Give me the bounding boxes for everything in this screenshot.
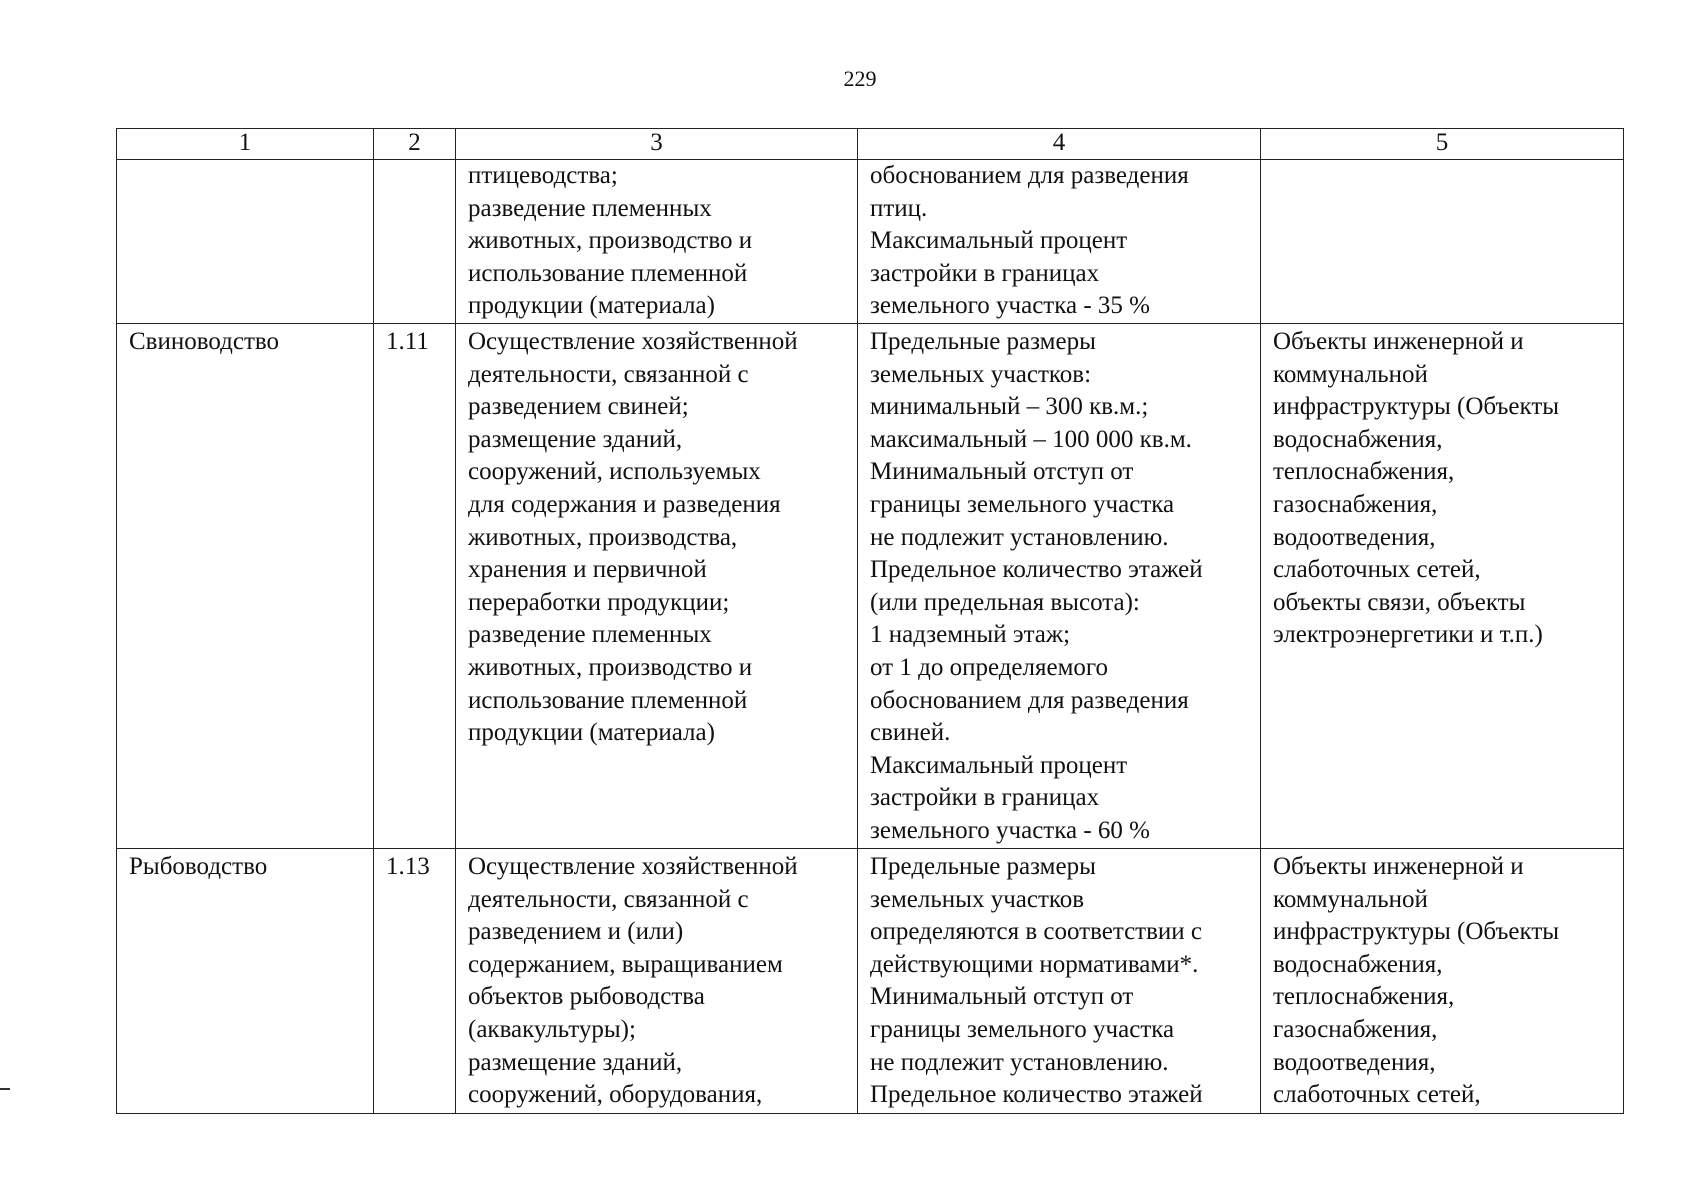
objects-line: теплоснабжения, xyxy=(1273,983,1455,1011)
parameters-line: 1 надземный этаж; xyxy=(870,621,1071,649)
parameters-line: Предельные размеры xyxy=(870,327,1096,355)
description-line: переработки продукции; xyxy=(468,588,730,616)
column-header: 3 xyxy=(456,129,858,160)
description-line: продукции (материала) xyxy=(468,292,715,320)
table-row xyxy=(117,848,1624,1113)
description-cell xyxy=(456,323,858,848)
parameters-line: от 1 до определяемого xyxy=(870,653,1109,681)
description-line: Осуществление хозяйственной xyxy=(468,852,798,880)
description-line: Осуществление хозяйственной xyxy=(468,327,798,355)
parameters-line: границы земельного участка xyxy=(870,490,1175,518)
objects-line: водоснабжения, xyxy=(1273,950,1443,978)
parameters-line: минимальный – 300 кв.м.; xyxy=(870,393,1149,421)
description-line: объектов рыбоводства xyxy=(468,983,705,1011)
description-line: животных, производство и xyxy=(468,227,753,255)
use-code-cell: 1.11 xyxy=(374,323,456,848)
description-line: размещение зданий, xyxy=(468,425,683,453)
parameters-line: определяются в соответствии с xyxy=(870,918,1203,946)
description-line: сооружений, оборудования, xyxy=(468,1081,763,1109)
use-name-cell: Рыбоводство xyxy=(117,848,374,1113)
parameters-line: свиней. xyxy=(870,719,951,747)
column-header: 2 xyxy=(374,129,456,160)
column-header: 5 xyxy=(1261,129,1624,160)
table-header-row xyxy=(117,129,1624,160)
objects-cell xyxy=(1261,323,1624,848)
objects-line: инфраструктуры (Объекты xyxy=(1273,918,1560,946)
objects-line: Объекты инженерной и xyxy=(1273,327,1524,355)
parameters-line: земельных участков: xyxy=(870,360,1092,388)
objects-line: коммунальной xyxy=(1273,360,1428,388)
parameters-line: обоснованием для разведения xyxy=(870,162,1189,189)
use-code-cell: 1.13 xyxy=(374,848,456,1113)
description-line: для содержания и разведения xyxy=(468,490,781,518)
description-cell xyxy=(456,160,858,324)
parameters-line: Предельное количество этажей xyxy=(870,556,1203,584)
table-row xyxy=(117,160,1624,324)
parameters-line: Минимальный отступ от xyxy=(870,458,1134,486)
objects-line: коммунальной xyxy=(1273,885,1428,913)
objects-line: инфраструктуры (Объекты xyxy=(1273,393,1560,421)
parameters-line: Минимальный отступ от xyxy=(870,983,1134,1011)
parameters-cell xyxy=(858,848,1261,1113)
objects-cell xyxy=(1261,848,1624,1113)
description-line: разведение племенных xyxy=(468,621,712,649)
description-line: хранения и первичной xyxy=(468,556,707,584)
objects-line: газоснабжения, xyxy=(1273,490,1438,518)
parameters-line: птиц. xyxy=(870,194,928,222)
column-header: 4 xyxy=(858,129,1261,160)
description-line: птицеводства; xyxy=(468,162,618,189)
parameters-line: Максимальный процент xyxy=(870,227,1128,255)
parameters-line: (или предельная высота): xyxy=(870,588,1140,616)
use-name-cell: Свиноводство xyxy=(117,323,374,848)
objects-line: слаботочных сетей, xyxy=(1273,556,1481,584)
parameters-line: максимальный – 100 000 кв.м. xyxy=(870,425,1192,453)
table-row xyxy=(117,323,1624,848)
margin-mark xyxy=(0,1088,10,1090)
description-line: животных, производства, xyxy=(468,523,738,551)
objects-cell xyxy=(1261,160,1624,324)
parameters-line: Максимальный процент xyxy=(870,751,1128,779)
objects-line: газоснабжения, xyxy=(1273,1015,1438,1043)
parameters-line: не подлежит установлению. xyxy=(870,523,1169,551)
description-line: животных, производство и xyxy=(468,653,753,681)
parameters-line: застройки в границах xyxy=(870,784,1100,812)
column-header: 1 xyxy=(117,129,374,160)
objects-line: теплоснабжения, xyxy=(1273,458,1455,486)
use-code-cell xyxy=(374,160,456,324)
parameters-line: границы земельного участка xyxy=(870,1015,1175,1043)
parameters-line: обоснованием для разведения xyxy=(870,686,1189,714)
description-line: (аквакультуры); xyxy=(468,1015,636,1043)
description-line: разведение племенных xyxy=(468,194,712,222)
objects-line: электроэнергетики и т.п.) xyxy=(1273,621,1543,649)
description-line: содержанием, выращиванием xyxy=(468,950,783,978)
description-line: деятельности, связанной с xyxy=(468,885,749,913)
parameters-line: земельных участков xyxy=(870,885,1085,913)
objects-line: водоотведения, xyxy=(1273,523,1436,551)
description-line: размещение зданий, xyxy=(468,1048,683,1076)
objects-line: слаботочных сетей, xyxy=(1273,1081,1481,1109)
description-line: продукции (материала) xyxy=(468,719,715,747)
description-line: разведением и (или) xyxy=(468,918,684,946)
objects-line: объекты связи, объекты xyxy=(1273,588,1526,616)
objects-line: водоотведения, xyxy=(1273,1048,1436,1076)
description-line: использование племенной xyxy=(468,259,748,287)
parameters-line: не подлежит установлению. xyxy=(870,1048,1169,1076)
parameters-line: Предельное количество этажей xyxy=(870,1081,1203,1109)
parameters-line: действующими нормативами*. xyxy=(870,950,1199,978)
description-cell xyxy=(456,848,858,1113)
parameters-cell xyxy=(858,323,1261,848)
page-number: 229 xyxy=(843,66,877,91)
use-name-cell xyxy=(117,160,374,324)
description-line: сооружений, используемых xyxy=(468,458,761,486)
description-line: использование племенной xyxy=(468,686,748,714)
parameters-line: застройки в границах xyxy=(870,259,1100,287)
parameters-cell xyxy=(858,160,1261,324)
parameters-line: Предельные размеры xyxy=(870,852,1096,880)
objects-line: Объекты инженерной и xyxy=(1273,852,1524,880)
description-line: разведением свиней; xyxy=(468,393,689,421)
parameters-line: земельного участка - 60 % xyxy=(870,816,1150,844)
objects-line: водоснабжения, xyxy=(1273,425,1443,453)
description-line: деятельности, связанной с xyxy=(468,360,749,388)
regulations-table xyxy=(116,128,1624,1114)
parameters-line: земельного участка - 35 % xyxy=(870,292,1150,320)
